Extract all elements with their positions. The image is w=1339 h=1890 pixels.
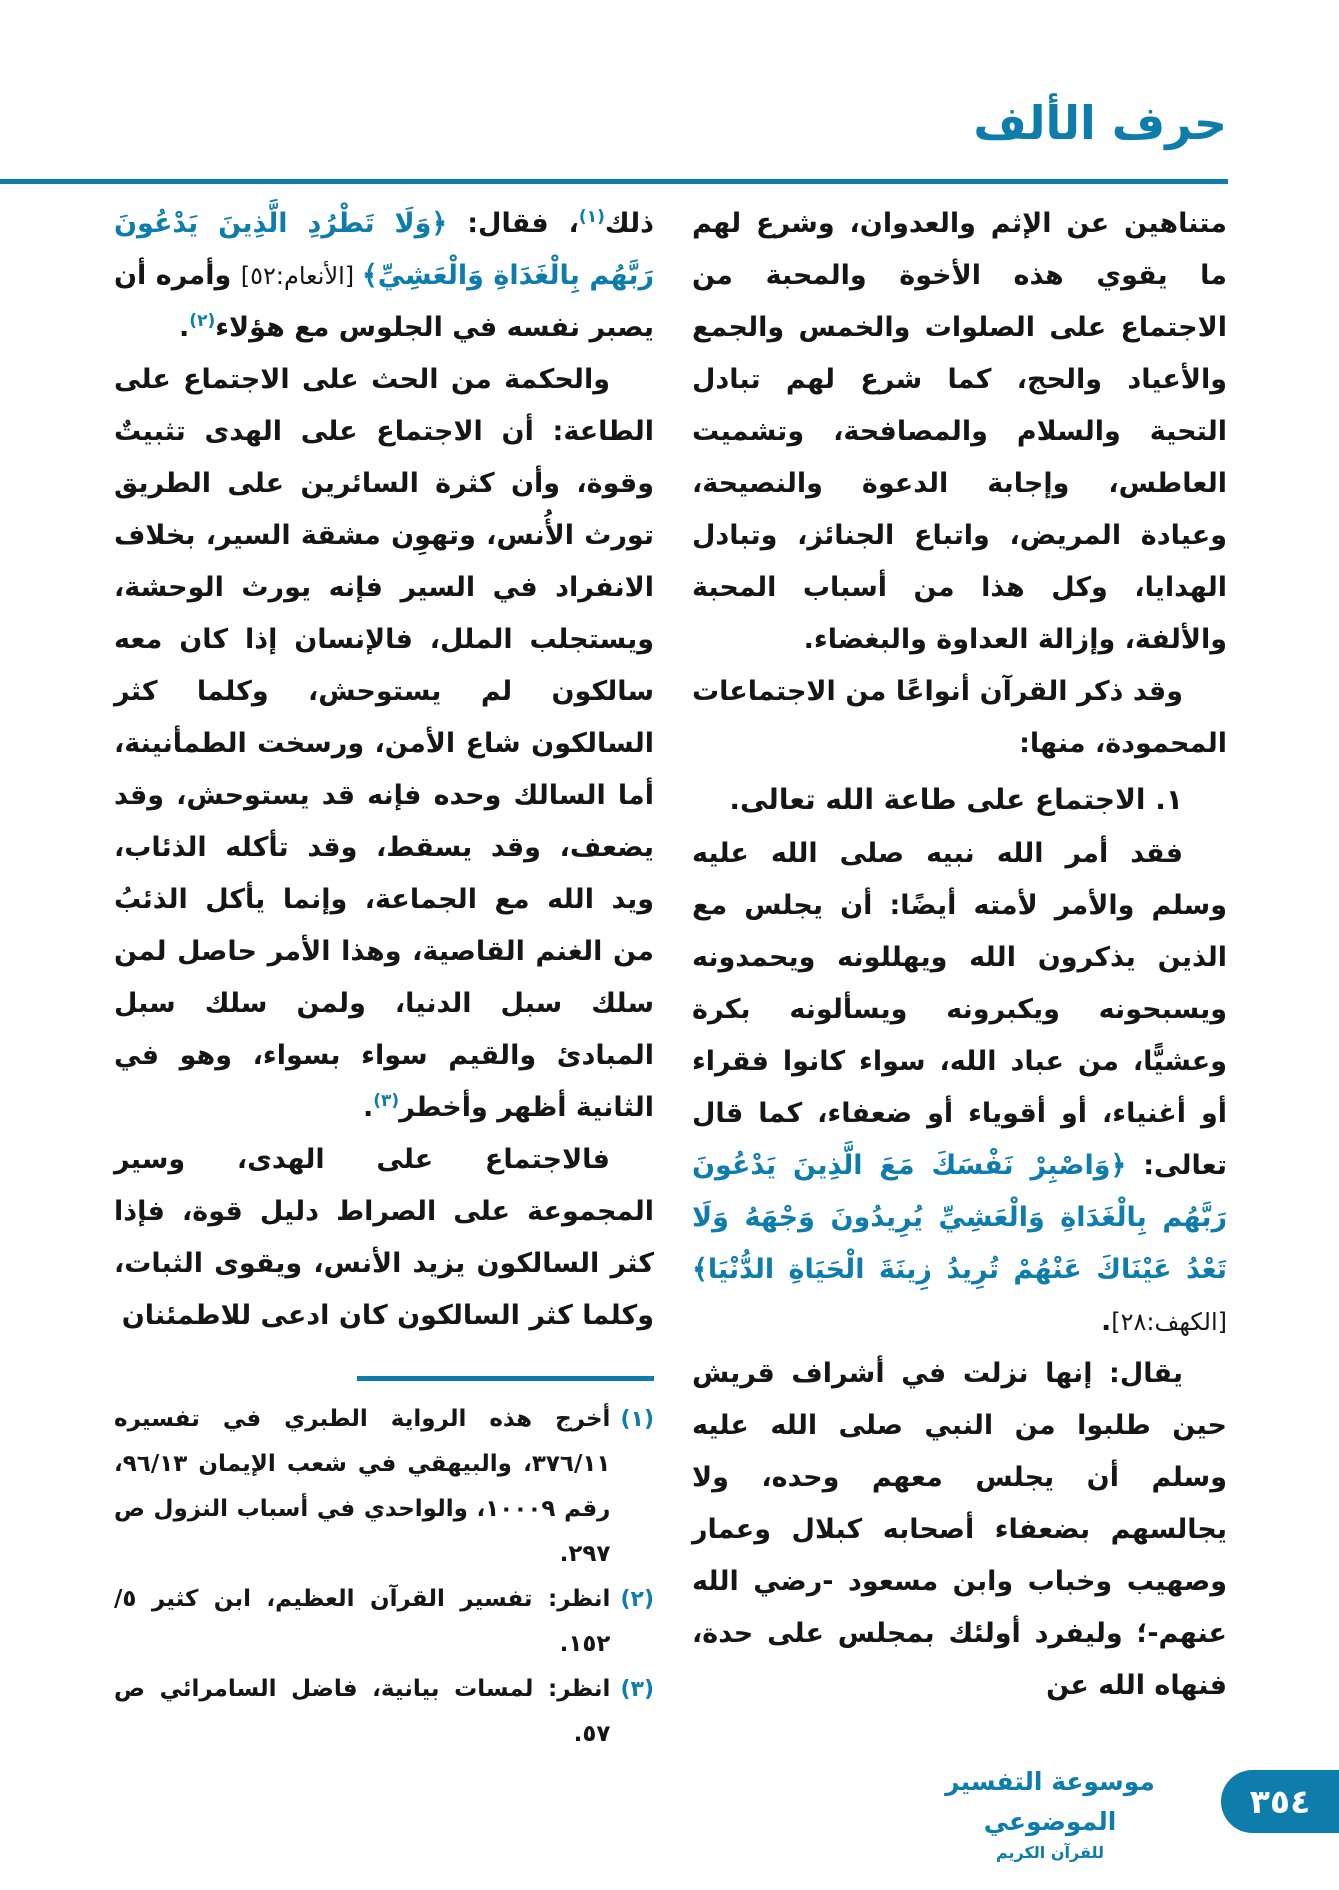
footnote — [114, 1397, 654, 1577]
body-text: فقد أمر الله نبيه صلى الله عليه وسلم والأمر لأمته أيضًا: أن يجلس مع الذين يذكرون الله ويهللونه ويحمدونه ويسبحونه ويكبرونه ويسألونه بكرة وعشيًّا، من عباد الله، سواء كانوا فقراء أو أغنياء، أو أقوياء أو ضعفاء، كما قال تعالى: — [692, 838, 1228, 1181]
footnote-marker: (٣) — [373, 1091, 400, 1111]
publisher-logo-title: موسوعة التفسير الموضوعي — [945, 1767, 1155, 1836]
body-text: . — [1100, 1306, 1112, 1337]
paragraph — [114, 198, 654, 354]
footnote-number: (٢) — [620, 1587, 654, 1612]
footnote — [114, 1667, 654, 1757]
footnote-separator — [357, 1376, 654, 1381]
footnote-text: أخرج هذه الرواية الطبري في تفسيره ٣٧٦/١١، والبيهقي في شعب الإيمان ٩٦/١٣، رقم ١٠٠٠٩، والواحدي في أسباب النزول ص ٢٩٧. — [114, 1406, 611, 1567]
footnotes-section — [114, 1397, 654, 1757]
body-text: يقال: إنها نزلت في أشراف قريش حين طلبوا من النبي صلى الله عليه وسلم أن يجلس معهم وحده، ولا يجالسهم بضعفاء أصحابه كبلال وعمار وصهيب وخباب وابن مسعود -رضي الله عنهم-؛ وليفرد أولئك بمجلس على حدة، فنهاه الله عن — [692, 1358, 1227, 1701]
footnote — [114, 1577, 654, 1667]
verse-reference: [الكهف:٢٨] — [1111, 1308, 1227, 1336]
footnote-marker: (١) — [578, 207, 605, 227]
quran-verse: ﴿وَاصْبِرْ نَفْسَكَ مَعَ الَّذِينَ يَدْعُونَ رَبَّهُم بِالْغَدَاةِ وَالْعَشِيِّ يُرِيدُونَ وَجْهَهُ وَلَا تَعْدُ عَيْنَاكَ عَنْهُمْ تُرِيدُ زِينَةَ الْحَيَاةِ الدُّنْيَا﴾ — [692, 1150, 1227, 1285]
text-column-left — [114, 198, 654, 1757]
paragraph — [114, 354, 654, 1134]
paragraph — [114, 1134, 654, 1342]
left-column-text — [114, 198, 654, 1342]
paragraph — [692, 828, 1227, 1348]
body-text: ١. الاجتماع على طاعة الله تعالى. — [729, 783, 1183, 816]
verse-reference: [الأنعام:٥٢] — [240, 262, 362, 290]
text-column-right — [692, 198, 1227, 1757]
quran-verse: ﴿وَلَا تَطْرُدِ الَّذِينَ يَدْعُونَ رَبَّهُم بِالْغَدَاةِ وَالْعَشِيِّ﴾ — [114, 208, 654, 291]
body-text: وأمره أن يصبر نفسه في الجلوس مع هؤلاء — [114, 260, 654, 343]
header-rule — [0, 179, 1228, 184]
footnote-number: (٣) — [620, 1677, 654, 1702]
body-text: وقد ذكر القرآن أنواعًا من الاجتماعات المحمودة، منها: — [692, 676, 1227, 759]
body-text: ذلك — [604, 208, 655, 239]
paragraph — [692, 198, 1227, 666]
page-body-columns — [114, 198, 1227, 1757]
footnote-marker: (٢) — [189, 311, 216, 331]
footnote-text: انظر: لمسات بيانية، فاضل السامرائي ص ٥٧. — [114, 1676, 611, 1747]
footnote-text: انظر: تفسير القرآن العظيم، ابن كثير ٥/ ١٥٢. — [114, 1586, 611, 1657]
body-text: . — [179, 312, 190, 343]
publisher-logo — [925, 1762, 1175, 1864]
paragraph — [692, 1348, 1227, 1712]
body-text: ، فقال: — [447, 208, 579, 239]
body-text: فالاجتماع على الهدى، وسير المجموعة على الصراط دليل قوة، فإذا كثر السالكون يزيد الأنس، ويقوى الثبات، وكلما كثر السالكون كان ادعى للاطمئنان — [114, 1144, 654, 1331]
page-number: ٣٥٤ — [1249, 1782, 1311, 1821]
body-text: . — [362, 1092, 374, 1123]
paragraph — [692, 666, 1227, 770]
section-header-title: حرف الألف — [973, 96, 1227, 150]
section-heading — [692, 774, 1227, 826]
body-text: والحكمة من الحث على الاجتماع على الطاعة: أن الاجتماع على الهدى تثبيتٌ وقوة، وأن كثرة السائرين على الطريق تورث الأُنس، وتهوِن مشقة السير، بخلاف الانفراد في السير فإنه يورث الوحشة، ويستجلب الملل، فالإنسان إذا كان معه سالكون لم يستوحش، وكلما كثر السالكون شاع الأمن، ورسخت الطمأنينة، أما السالك وحده فإنه قد يستوحش، وقد يضعف، وقد يسقط، وقد تأكله الذئاب، ويد الله مع الجماعة، وإنما يأكل الذئبُ من الغنم القاصية، وهذا الأمر حاصل لمن سلك سبل الدنيا، ولمن سلك سبل المبادئ والقيم سواء بسواء، وهو في الثانية أظهر وأخطر — [114, 364, 654, 1123]
publisher-logo-subtitle: للقرآن الكريم — [995, 1843, 1105, 1862]
footnote-number: (١) — [620, 1407, 654, 1432]
body-text: متناهين عن الإثم والعدوان، وشرع لهم ما يقوي هذه الأخوة والمحبة من الاجتماع على الصلوات والخمس والجمع والأعياد والحج، كما شرع لهم تبادل التحية والسلام والمصافحة، وتشميت العاطس، وإجابة الدعوة والنصيحة، وعيادة المريض، واتباع الجنائز، وتبادل الهدايا، وكل هذا من أسباب المحبة والألفة، وإزالة العداوة والبغضاء. — [692, 208, 1227, 655]
page-number-badge — [1221, 1770, 1339, 1833]
